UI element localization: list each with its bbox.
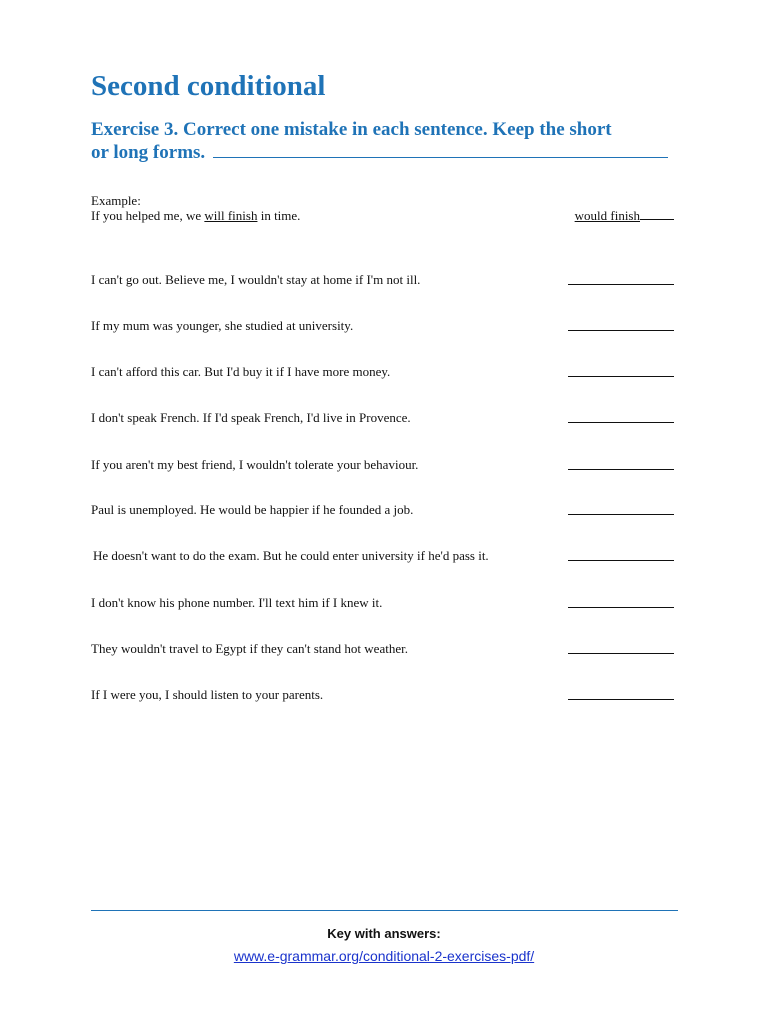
answer-blank[interactable] — [568, 330, 674, 331]
sentence-text: I can't afford this car. But I'd buy it if I have more money. — [91, 364, 391, 379]
sentence-text: I don't speak French. If I'd speak French, I'd live in Provence. — [91, 410, 411, 425]
footer-divider — [91, 910, 678, 911]
exercise-instructions — [91, 118, 691, 164]
sentence-row — [91, 271, 674, 289]
sentence-text: Paul is unemployed. He would be happier if he founded a job. — [91, 502, 414, 517]
answer-blank[interactable] — [568, 422, 674, 423]
example-answer-line — [640, 207, 674, 220]
instructions-rule — [213, 141, 668, 158]
sentence-text: I don't know his phone number. I'll text him if I knew it. — [91, 595, 383, 610]
page-title: Second conditional — [91, 70, 326, 102]
example-row — [91, 207, 674, 225]
sentence-text: If I were you, I should listen to your parents. — [91, 687, 324, 702]
sentence-row — [91, 686, 674, 704]
answer-blank[interactable] — [568, 699, 674, 700]
answer-blank[interactable] — [568, 607, 674, 608]
example-mistake: will finish — [204, 208, 258, 223]
sentence-row — [91, 363, 674, 381]
answer-blank[interactable] — [568, 376, 674, 377]
instructions-line-2: or long forms. — [91, 142, 206, 163]
instructions-line-2-wrap — [91, 141, 691, 164]
sentence-row — [91, 594, 674, 612]
example-sentence-after: in time. — [257, 208, 301, 223]
example-label: Example: — [91, 193, 141, 208]
sentence-text: I can't go out. Believe me, I wouldn't stay at home if I'm not ill. — [91, 272, 421, 287]
key-link-wrap — [0, 948, 768, 964]
sentence-row — [91, 547, 674, 565]
sentence-text: If my mum was younger, she studied at university. — [91, 318, 354, 333]
key-label: Key with answers: — [327, 926, 441, 941]
answer-blank[interactable] — [568, 560, 674, 561]
sentence-row — [91, 456, 674, 474]
sentence-text: They wouldn't travel to Egypt if they can't stand hot weather. — [91, 641, 408, 656]
answer-blank[interactable] — [568, 469, 674, 470]
answer-blank[interactable] — [568, 653, 674, 654]
sentence-row — [91, 409, 674, 427]
answer-blank[interactable] — [568, 284, 674, 285]
sentence-text: He doesn't want to do the exam. But he could enter university if he'd pass it. — [93, 548, 489, 563]
answers-link[interactable]: www.e-grammar.org/conditional-2-exercises-pdf/ — [233, 948, 535, 964]
answer-blank[interactable] — [568, 514, 674, 515]
sentence-row — [91, 501, 674, 519]
example-sentence — [91, 207, 300, 225]
sentence-row — [91, 640, 674, 658]
instructions-line-1: Exercise 3. Correct one mistake in each sentence. Keep the short — [91, 119, 612, 140]
example-sentence-before: If you helped me, we — [91, 208, 205, 223]
sentence-row — [91, 317, 674, 335]
example-answer — [575, 207, 674, 225]
example-answer-text: would finish — [574, 208, 640, 223]
sentence-text: If you aren't my best friend, I wouldn't tolerate your behaviour. — [91, 457, 419, 472]
